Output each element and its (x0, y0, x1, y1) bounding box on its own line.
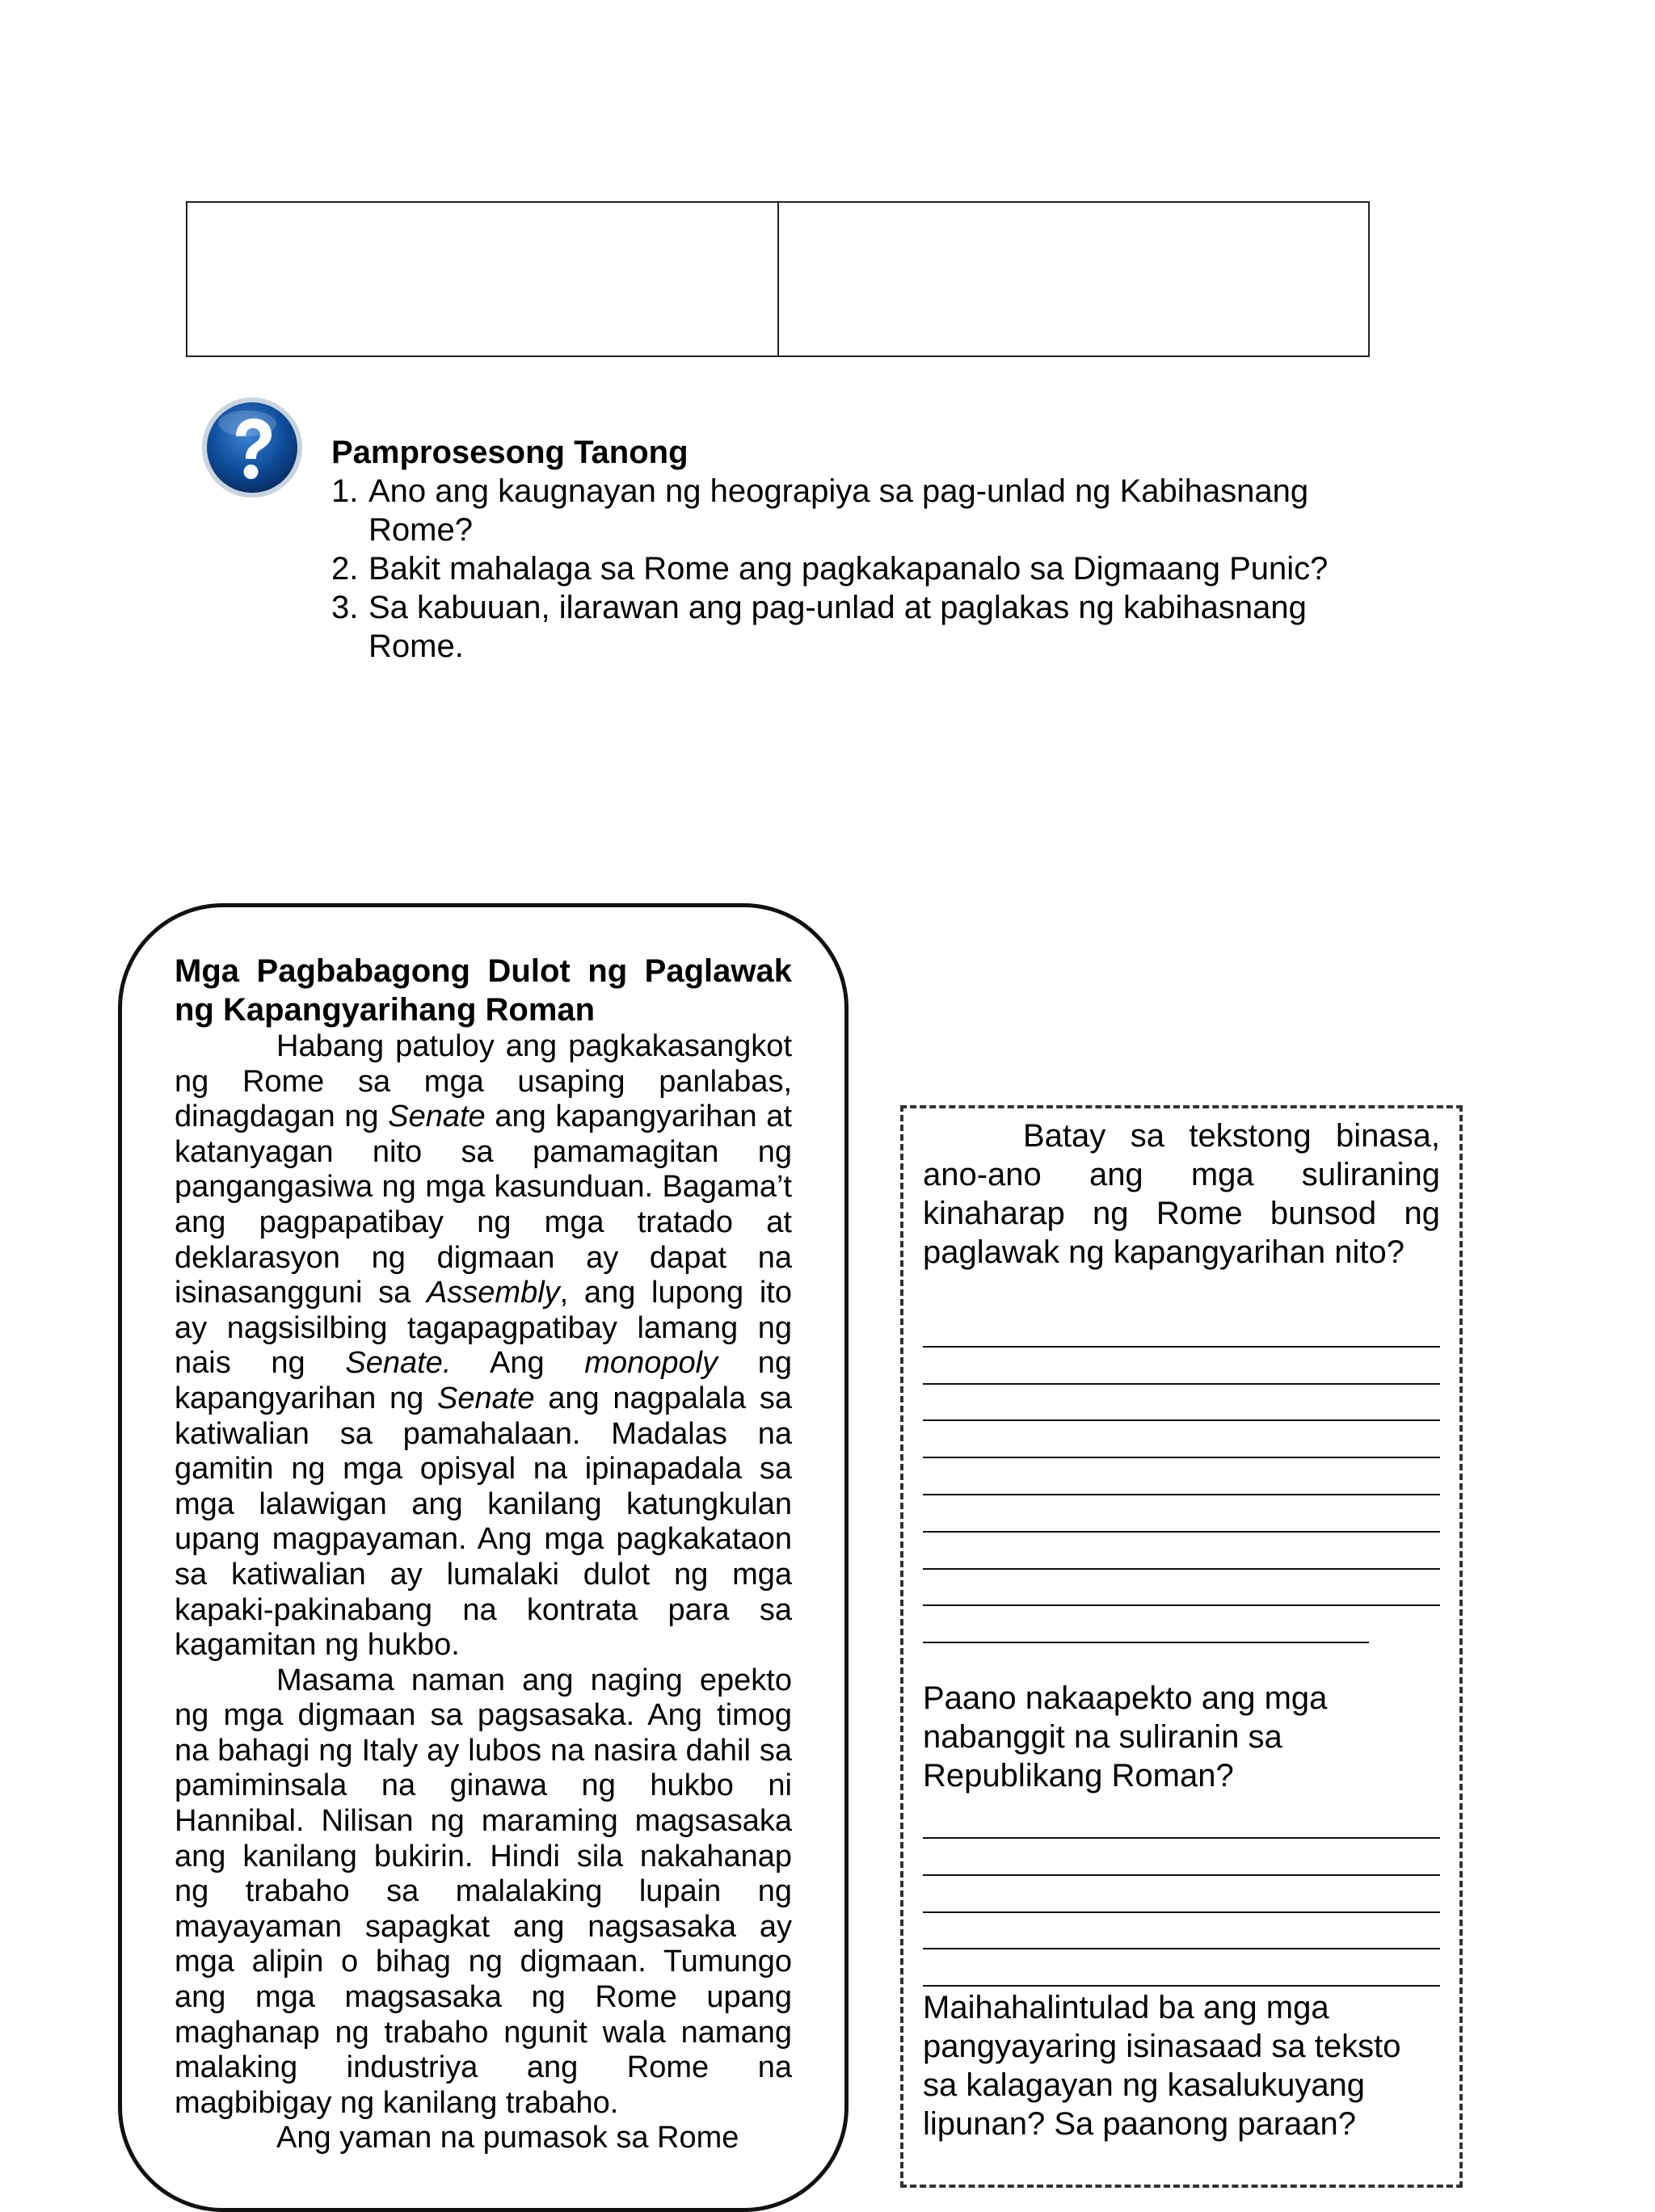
question-text: Ano ang kaugnayan ng heograpiya sa pag-unlad ng Kabihasnang Rome? (368, 473, 1309, 548)
italic-term: Assembly (426, 1276, 560, 1310)
answer-lines-1[interactable] (923, 1310, 1440, 1643)
table-cell-right (777, 203, 1369, 355)
answer-line[interactable] (923, 1606, 1369, 1643)
reading-title: Mga Pagbabagong Dulot ng Paglawak ng Kapangyarihang Roman (175, 953, 792, 1028)
answer-lines-2[interactable] (923, 1802, 1440, 1987)
question-number: 2. (331, 551, 359, 587)
answer-line[interactable] (923, 1839, 1440, 1876)
empty-table (186, 201, 1370, 357)
answer-line[interactable] (923, 1913, 1440, 1950)
question-number: 1. (331, 473, 359, 509)
answer-question-1: Batay sa tekstong binasa, ano-ano ang mga suliraning kinaharap ng Rome bunsod ng paglawak ng kapangyarihan nito? (923, 1118, 1440, 1270)
text-run: Habang patuloy ang pagkakasangkot ng Rome sa mga usaping panlabas, dinagdagan ng (175, 1029, 792, 1134)
answer-line[interactable] (923, 1310, 1440, 1348)
answer-panel (923, 1117, 1440, 2143)
processing-questions-title: Pamprosesong Tanong (331, 435, 689, 470)
answer-line[interactable] (923, 1495, 1440, 1533)
question-item-3 (331, 588, 1398, 666)
question-number: 3. (331, 590, 359, 625)
text-run: , ang lupong ito ay nagsisilbing tagapagpatibay lamang ng nais ng (175, 1276, 792, 1381)
italic-term: Senate. (345, 1346, 452, 1381)
reading-paragraph-1 (175, 1029, 792, 1663)
answer-question-3: Maihahalintulad ba ang mga pangyayaring isinasaad sa teksto sa kalagayan ng kasalukuyang lipunan? Sa paanong paraan? (923, 1990, 1401, 2143)
text-run: ang nagpalala sa katiwalian sa pamahalaan. Madalas na gamitin ng mga opisyal na ipinapadala sa mga lalawigan ang kanilang katungkulan upang magpayaman. Ang mga pagkakataon sa katiwalian ay lumalaki dulot ng mga kapaki-pakinabang na kontrata para sa kagamitan ng hukbo. (175, 1381, 792, 1663)
answer-line[interactable] (923, 1458, 1440, 1495)
processing-questions (331, 433, 1398, 666)
reading-paragraph-3: Ang yaman na pumasok sa Rome (276, 2121, 739, 2155)
answer-line[interactable] (923, 1802, 1440, 1839)
text-run: ang kapangyarihan at katanyagan nito sa pamamagitan ng pangangasiwa ng mga kasunduan. Bagama’t ang pagpapatibay ng mga tratado at deklarasyon ng digmaan ay dapat na isinasangguni sa (175, 1100, 793, 1310)
italic-term: Senate (437, 1381, 535, 1415)
question-item-2 (331, 549, 1398, 588)
question-item-1 (331, 472, 1398, 549)
reading-paragraph-2: Masama naman ang naging epekto ng mga digmaan sa pagsasaka. Ang timog na bahagi ng Italy ay lubos na nasira dahil sa pamiminsala na ginawa ng hukbo ni Hannibal. Nilisan ng maraming magsasaka ang kanilang bukirin. Hindi sila nakahanap ng trabaho sa malalaking lupain ng mayayaman sapagkat ang nagsasaka ay mga alipin o bihag ng digmaan. Tumungo ang mga magsasaka ng Rome upang maghanap ng trabaho ngunit wala namang malaking industriya ang Rome na magbibigay ng kanilang trabaho. (175, 1663, 792, 2120)
answer-question-2: Paano nakaapekto ang mga nabanggit na suliranin sa Republikang Roman? (923, 1680, 1328, 1794)
question-list (331, 472, 1398, 666)
answer-line[interactable] (923, 1949, 1440, 1987)
answer-line[interactable] (923, 1348, 1440, 1385)
reading-text (175, 952, 792, 2156)
text-run: ng kapangyarihan ng (175, 1346, 793, 1415)
answer-line[interactable] (923, 1570, 1440, 1607)
question-text: Sa kabuuan, ilarawan ang pag-unlad at paglakas ng kabihasnang Rome. (368, 590, 1307, 664)
answer-line[interactable] (923, 1533, 1440, 1570)
answer-line[interactable] (923, 1385, 1440, 1422)
text-run: Ang (451, 1346, 585, 1381)
italic-term: monopoly (584, 1346, 718, 1381)
answer-line[interactable] (923, 1421, 1440, 1458)
table-cell-left (187, 203, 777, 355)
question-text: Bakit mahalaga sa Rome ang pagkakapanalo sa Digmaang Punic? (368, 551, 1329, 587)
italic-term: Senate (388, 1100, 486, 1134)
answer-line[interactable] (923, 1876, 1440, 1913)
question-mark-icon (200, 396, 304, 499)
